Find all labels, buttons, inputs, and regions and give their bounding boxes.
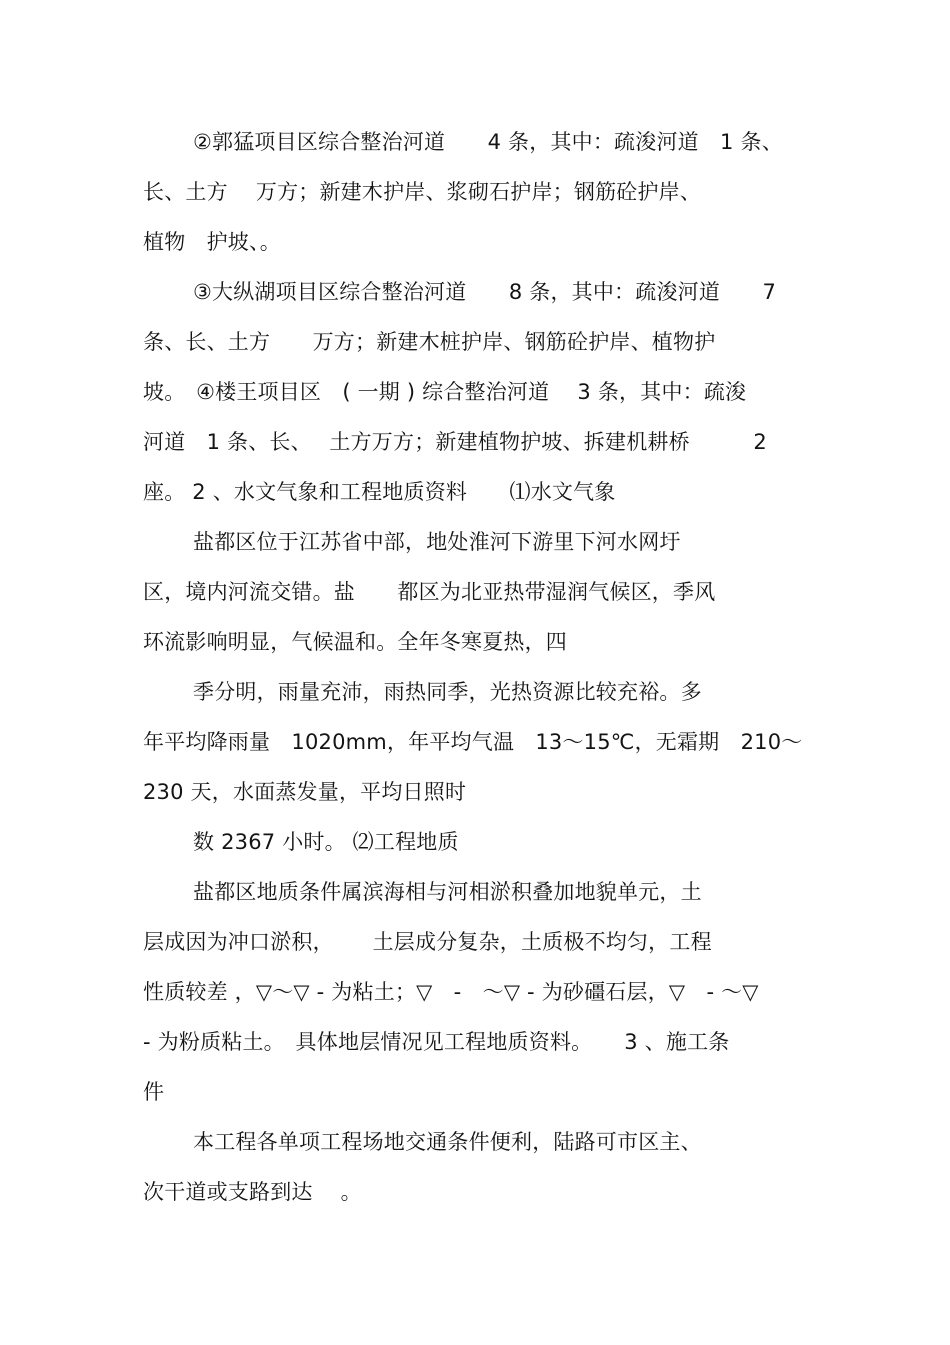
text-line: 年平均降雨量 1020mm，年平均气温 13～15℃，无霜期 210～ bbox=[143, 730, 803, 754]
text-line: 件 bbox=[143, 1080, 165, 1104]
text-line: 河道 1 条、长、 土方万方；新建植物护坡、拆建机耕桥 2 bbox=[143, 430, 767, 454]
text-line: 盐都区位于江苏省中部，地处淮河下游里下河水网圩 bbox=[193, 530, 681, 554]
text-line: 座。 2 、水文气象和工程地质资料 ⑴水文气象 bbox=[143, 480, 616, 504]
text-line: - 为粉质粘土。 具体地层情况见工程地质资料。 3 、施工条 bbox=[143, 1030, 730, 1054]
text-line: 层成因为冲口淤积， 土层成分复杂，土质极不均匀，工程 bbox=[143, 930, 712, 954]
text-line: 长、土方 万方；新建木护岸、浆砌石护岸；钢筋砼护岸、 bbox=[143, 180, 702, 204]
text-line: ③大纵湖项目区综合整治河道 8 条，其中：疏浚河道 7 bbox=[193, 280, 777, 304]
text-line: 盐都区地质条件属滨海相与河相淤积叠加地貌单元，土 bbox=[193, 880, 702, 904]
text-line: 环流影响明显，气候温和。全年冬寒夏热，四 bbox=[143, 630, 567, 654]
text-line: 条、长、土方 万方；新建木桩护岸、钢筋砼护岸、植物护 bbox=[143, 330, 716, 354]
text-line: 植物 护坡、。 bbox=[143, 230, 281, 254]
text-line: 本工程各单项工程场地交通条件便利，陆路可市区主、 bbox=[193, 1130, 702, 1154]
text-line: ②郭猛项目区综合整治河道 4 条，其中：疏浚河道 1 条、 bbox=[193, 130, 783, 154]
text-line: 季分明，雨量充沛，雨热同季，光热资源比较充裕。多 bbox=[193, 680, 702, 704]
text-line: 次干道或支路到达 。 bbox=[143, 1180, 362, 1204]
text-line: 230 天，水面蒸发量，平均日照时 bbox=[143, 780, 467, 804]
text-line: 性质较差 ，▽～▽ - 为粘土；▽ - ～▽ - 为砂礓石层，▽ - ～▽ bbox=[143, 980, 759, 1004]
text-line: 坡。 ④楼王项目区 ( 一期 ) 综合整治河道 3 条，其中：疏浚 bbox=[143, 380, 747, 404]
text-line: 区，境内河流交错。盐 都区为北亚热带湿润气候区，季风 bbox=[143, 580, 716, 604]
text-line: 数 2367 小时。 ⑵工程地质 bbox=[193, 830, 459, 854]
